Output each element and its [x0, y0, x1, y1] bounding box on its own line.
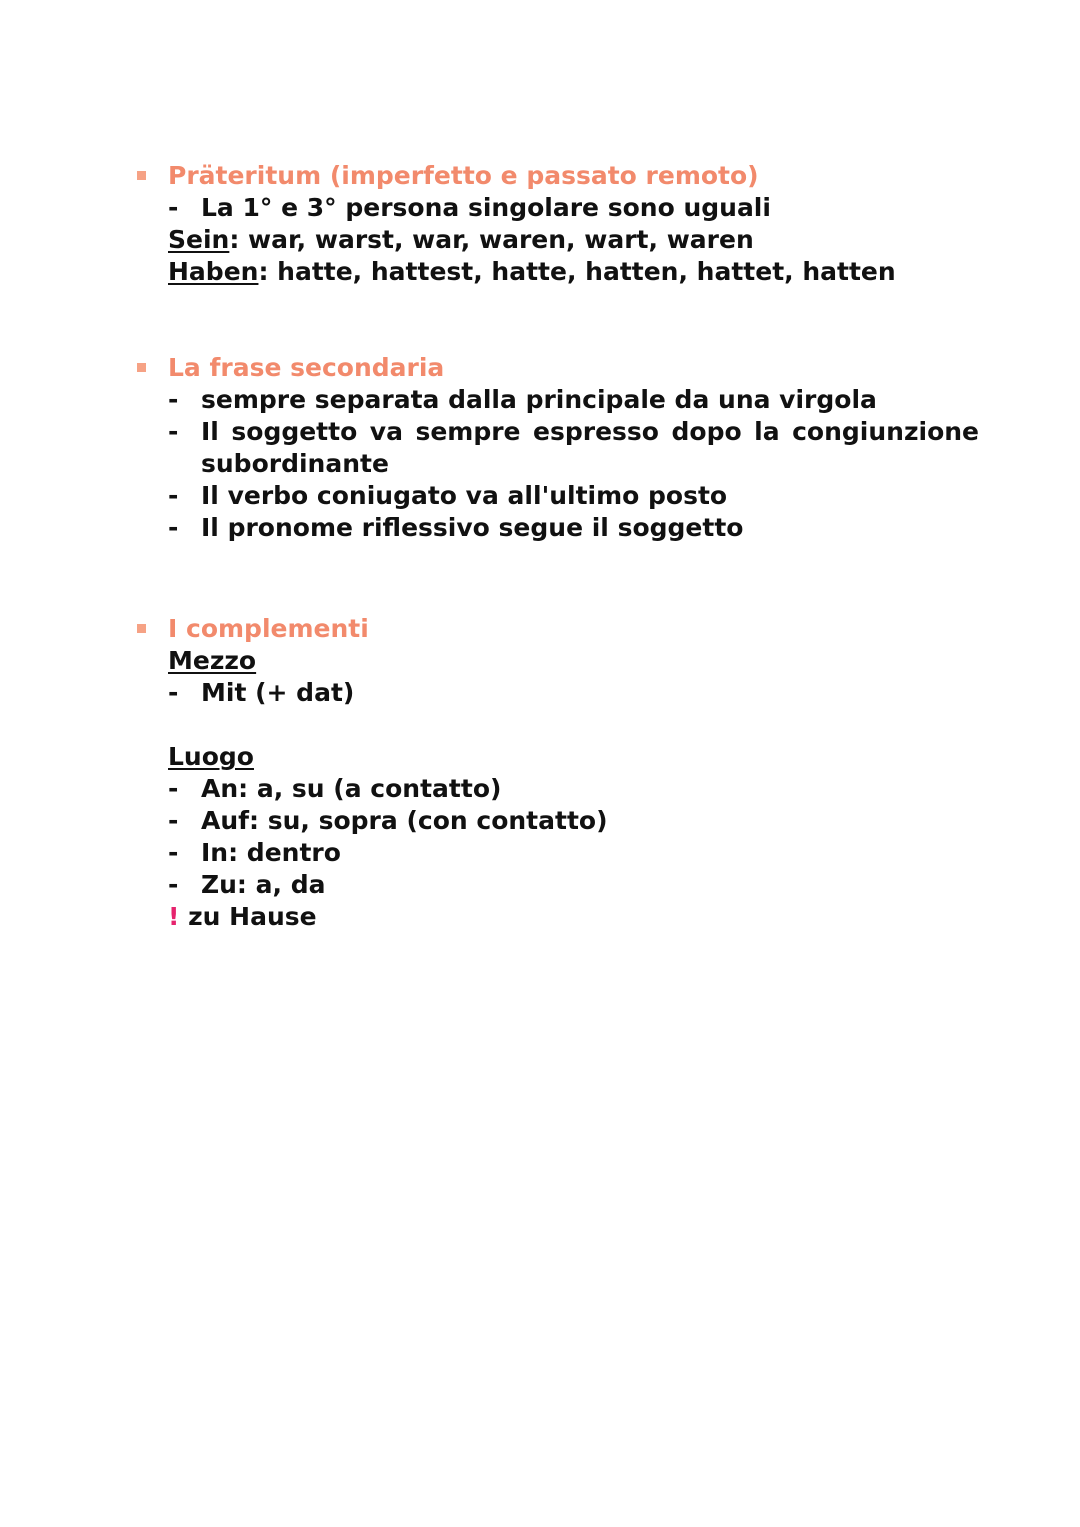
- dash-marker: -: [168, 513, 179, 542]
- verb-label: Sein: [168, 225, 230, 254]
- dash-marker: -: [168, 481, 179, 510]
- list-item-text: Mit (+ dat): [201, 678, 355, 707]
- section-bullet-marker: [137, 624, 146, 633]
- group-title-luogo: Luogo: [168, 742, 254, 771]
- dash-marker: -: [168, 193, 179, 222]
- verb-label: Haben: [168, 257, 259, 286]
- dash-marker: -: [168, 806, 179, 835]
- note-line: [168, 901, 317, 933]
- list-item-text: subordinante: [201, 449, 389, 478]
- section-bullet-marker: [137, 363, 146, 372]
- exclamation-mark: !: [168, 902, 180, 931]
- conjugation-forms: : hatte, hattest, hatte, hatten, hattet, hatten: [258, 257, 896, 286]
- conjugation-row-haben: [168, 256, 896, 288]
- conjugation-forms: : war, warst, war, waren, wart, waren: [229, 225, 754, 254]
- conjugation-row-sein: [168, 224, 754, 256]
- note-text: zu Hause: [188, 902, 317, 931]
- dash-marker: -: [168, 385, 179, 414]
- list-item-text: Il pronome riflessivo segue il soggetto: [201, 513, 744, 542]
- list-item-text: In: dentro: [201, 838, 341, 867]
- dash-marker: -: [168, 870, 179, 899]
- list-item-text: Il verbo coniugato va all'ultimo posto: [201, 481, 728, 510]
- list-item-text: sempre separata dalla principale da una virgola: [201, 385, 877, 414]
- section-heading: La frase secondaria: [168, 353, 445, 382]
- list-item-text: Zu: a, da: [201, 870, 326, 899]
- section-heading: I complementi: [168, 614, 369, 643]
- list-item-text: Il soggetto va sempre espresso dopo la congiunzione: [201, 417, 979, 446]
- dash-marker: -: [168, 417, 179, 446]
- list-item-text: Auf: su, sopra (con contatto): [201, 806, 608, 835]
- section-heading: Präteritum (imperfetto e passato remoto): [168, 161, 759, 190]
- section-bullet-marker: [137, 171, 146, 180]
- group-title-mezzo: Mezzo: [168, 646, 257, 675]
- dash-marker: -: [168, 678, 179, 707]
- dash-marker: -: [168, 774, 179, 803]
- list-item-text: La 1° e 3° persona singolare sono uguali: [201, 193, 771, 222]
- dash-marker: -: [168, 838, 179, 867]
- list-item-text: An: a, su (a contatto): [201, 774, 502, 803]
